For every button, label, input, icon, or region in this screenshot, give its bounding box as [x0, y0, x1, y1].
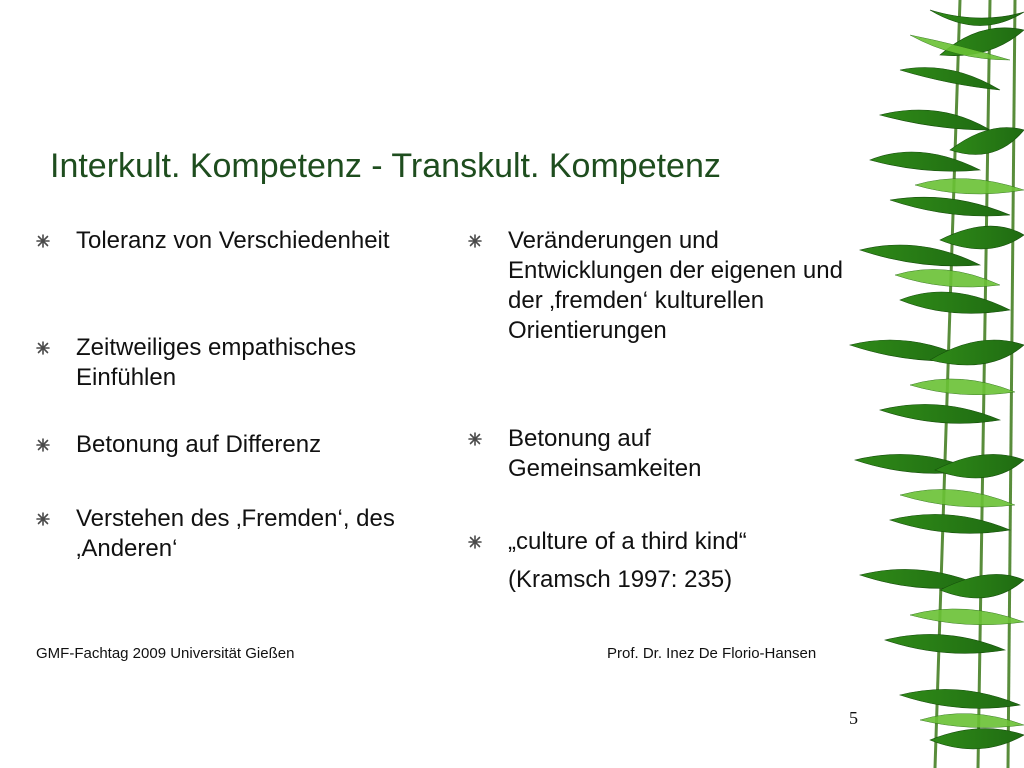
footer-left: GMF-Fachtag 2009 Universität Gießen: [36, 645, 295, 662]
asterisk-bullet-icon: [36, 341, 50, 355]
asterisk-bullet-icon: [468, 535, 482, 549]
asterisk-bullet-icon: [468, 234, 482, 248]
asterisk-bullet-icon: [468, 432, 482, 446]
page-number: 5: [849, 708, 858, 728]
footer-right: Prof. Dr. Inez De Florio-Hansen: [607, 645, 817, 662]
item-text: „culture of a third kind“: [508, 528, 747, 555]
item-text: Toleranz von Verschiedenheit: [76, 227, 390, 254]
item-text: Betonung auf Differenz: [76, 431, 322, 458]
asterisk-bullet-icon: [36, 234, 50, 248]
asterisk-bullet-icon: [36, 438, 50, 452]
item-text: Zeitweiliges empathisches Einfühlen: [76, 334, 357, 391]
asterisk-bullet-icon: [36, 512, 50, 526]
item-text: Veränderungen und Entwicklungen der eigenen und der ‚fremden‘ kulturellen Orientierungen: [508, 227, 843, 344]
citation-text: (Kramsch 1997: 235): [508, 566, 733, 593]
bamboo-leaves-image: [840, 0, 1024, 768]
item-text: Verstehen des ‚Fremden‘, des ‚Anderen‘: [76, 505, 395, 562]
slide-title: Interkult. Kompetenz - Transkult. Kompetenz: [50, 147, 721, 185]
item-text: Betonung auf Gemeinsamkeiten: [508, 425, 702, 482]
